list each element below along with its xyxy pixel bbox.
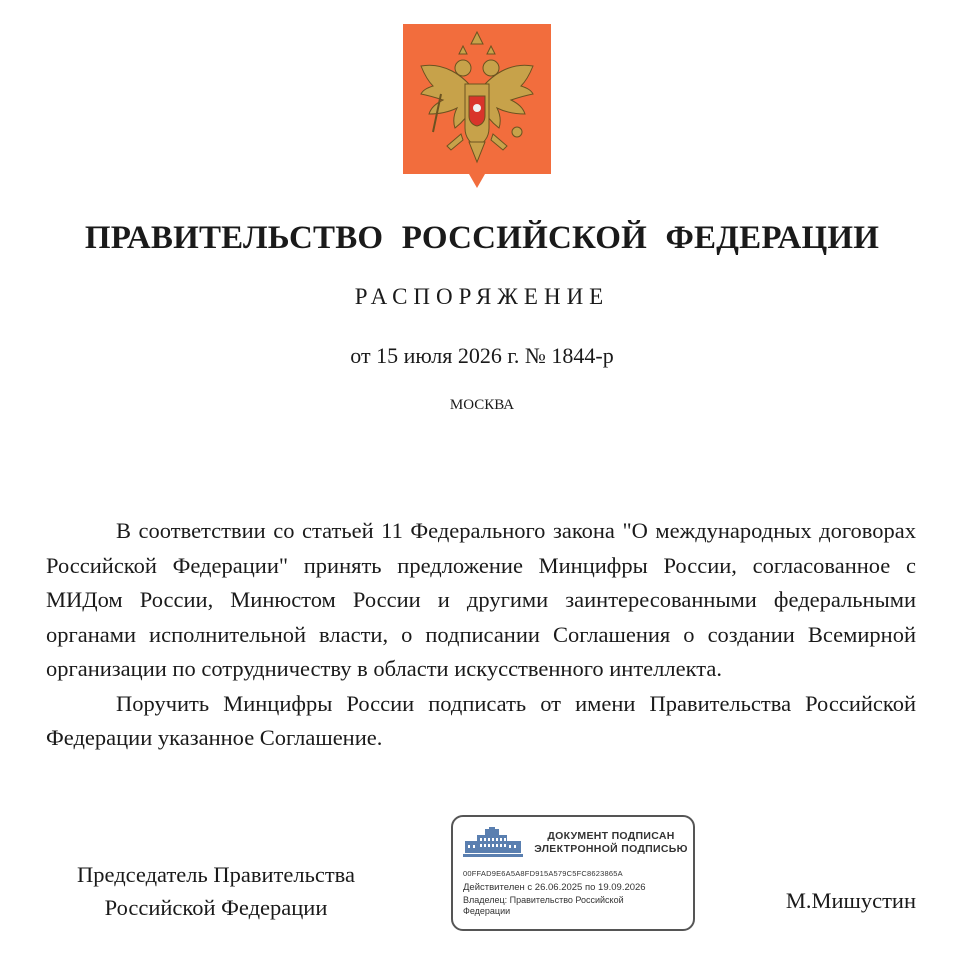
- stamp-heading-line: ДОКУМЕНТ ПОДПИСАН: [547, 830, 675, 842]
- coat-of-arms-icon: [403, 24, 551, 188]
- document-date-number: от 15 июля 2026 г. № 1844-р: [350, 343, 614, 368]
- body-paragraph: В соответствии со статьей 11 Федерального закона "О международных договорах Российской Федерации" принять предложение Минцифры России, согласованное с МИДом России, Минюстом России и другими заинтересованными федеральными органами исполнительной власти, о подписании Соглашения о создании Всемирной организации по сотрудничеству в области искусственного интеллекта.: [46, 518, 916, 681]
- stamp-heading-line: ЭЛЕКТРОННОЙ ПОДПИСЬЮ: [534, 843, 688, 855]
- body-paragraph: Поручить Минцифры России подписать от имени Правительства Российской Федерации указанное Соглашение.: [46, 690, 916, 750]
- stamp-owner-line: Владелец: Правительство Российской: [463, 895, 624, 905]
- signer-name: М.Мишустин: [785, 888, 916, 913]
- document-city: МОСКВА: [449, 397, 515, 413]
- document-type: РАСПОРЯЖЕНИЕ: [354, 284, 610, 309]
- stamp-owner-line: Федерации: [463, 906, 511, 916]
- signer-position-line: Председатель Правительства: [77, 862, 355, 887]
- stamp-heading: [531, 830, 691, 856]
- government-building-icon: [463, 827, 523, 859]
- signer-position-line: Российской Федерации: [104, 895, 328, 920]
- government-name: ПРАВИТЕЛЬСТВО РОССИЙСКОЙ ФЕДЕРАЦИИ: [84, 220, 880, 256]
- stamp-validity: Действителен с 26.06.2025 по 19.09.2026: [463, 882, 646, 893]
- signer-position: [36, 858, 396, 924]
- document-body: [46, 514, 916, 756]
- stamp-certificate: 00FFAD9E6A5A8FD915A579C5FC8623865A: [463, 869, 623, 878]
- electronic-signature-stamp: [451, 815, 695, 931]
- stamp-owner: [463, 895, 683, 917]
